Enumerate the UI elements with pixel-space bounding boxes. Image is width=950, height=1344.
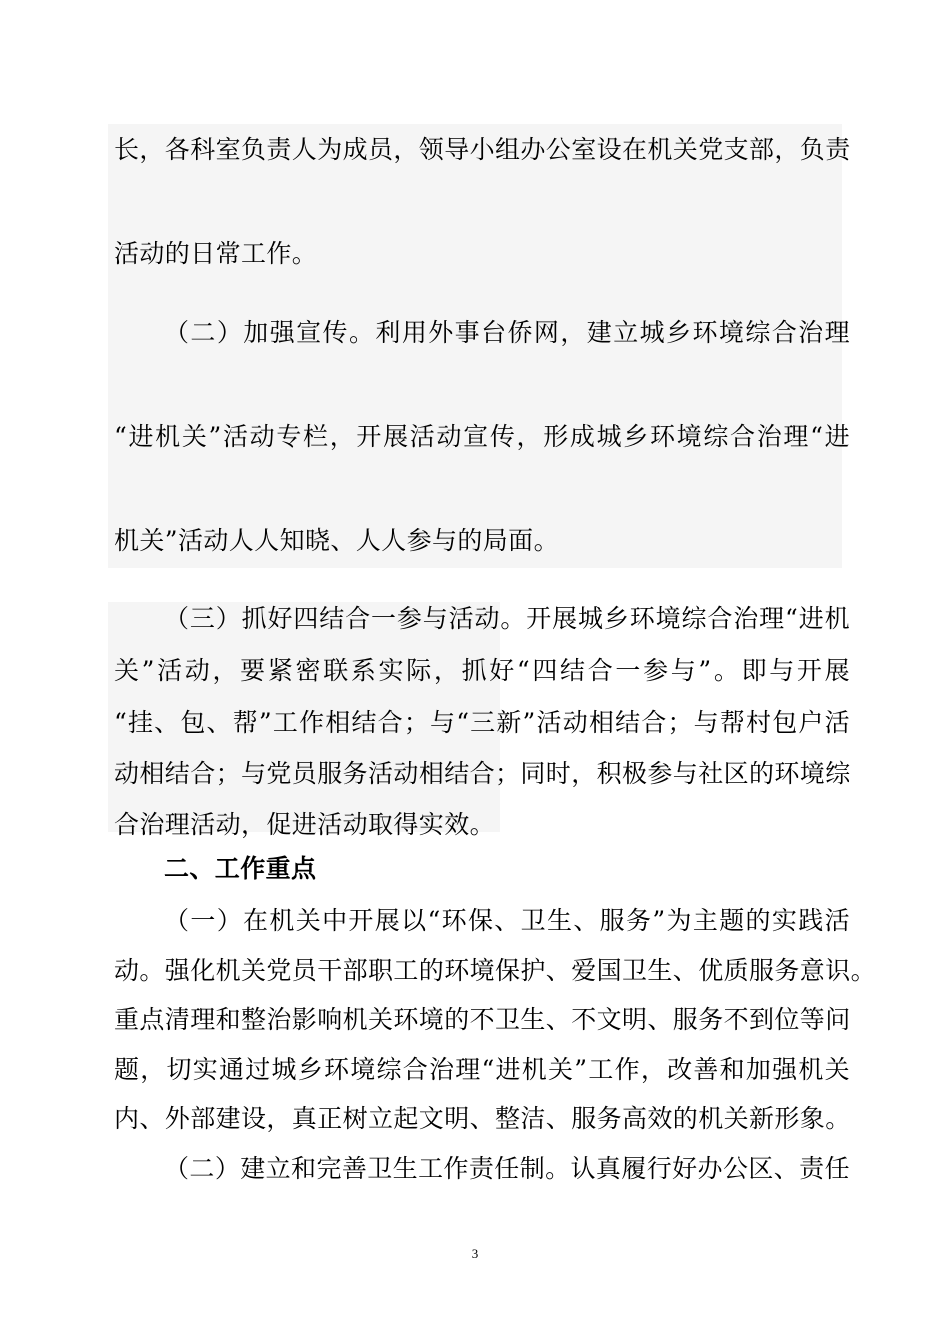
paragraph-line: 关”活动，要紧密联系实际，抓好“四结合一参与”。即与开展 bbox=[114, 656, 850, 685]
paragraph-line: （二）建立和完善卫生工作责任制。认真履行好办公区、责任 bbox=[164, 1154, 850, 1183]
section-heading: 二、工作重点 bbox=[164, 854, 317, 883]
paragraph-line: 题，切实通过城乡环境综合治理“进机关”工作，改善和加强机关 bbox=[114, 1055, 850, 1084]
paragraph-line: （一）在机关中开展以“环保、卫生、服务”为主题的实践活 bbox=[164, 906, 850, 935]
paragraph-line: “进机关”活动专栏，开展活动宣传，形成城乡环境综合治理“进 bbox=[114, 422, 850, 451]
paragraph-line: 活动的日常工作。 bbox=[114, 239, 318, 268]
paragraph-line: 机关”活动人人知晓、人人参与的局面。 bbox=[114, 526, 559, 555]
paragraph-line: 动相结合；与党员服务活动相结合；同时，积极参与社区的环境综 bbox=[114, 759, 851, 788]
paragraph-line: （二）加强宣传。利用外事台侨网，建立城乡环境综合治理 bbox=[164, 318, 850, 347]
paragraph-line: 重点清理和整治影响机关环境的不卫生、不文明、服务不到位等问 bbox=[114, 1005, 851, 1034]
paragraph-line: 内、外部建设，真正树立起文明、整洁、服务高效的机关新形象。 bbox=[114, 1104, 851, 1133]
paragraph-line: “挂、包、帮”工作相结合；与“三新”活动相结合；与帮村包户活 bbox=[114, 708, 850, 737]
page-number: 3 bbox=[471, 1246, 479, 1261]
paragraph-line: 长，各科室负责人为成员，领导小组办公室设在机关党支部，负责 bbox=[114, 135, 851, 164]
paragraph-line: （三）抓好四结合一参与活动。开展城乡环境综合治理“进机 bbox=[164, 604, 850, 633]
paragraph-line: 合治理活动，促进活动取得实效。 bbox=[114, 810, 496, 839]
paragraph-line: 动。强化机关党员干部职工的环境保护、爱国卫生、优质服务意识。 bbox=[114, 956, 877, 985]
